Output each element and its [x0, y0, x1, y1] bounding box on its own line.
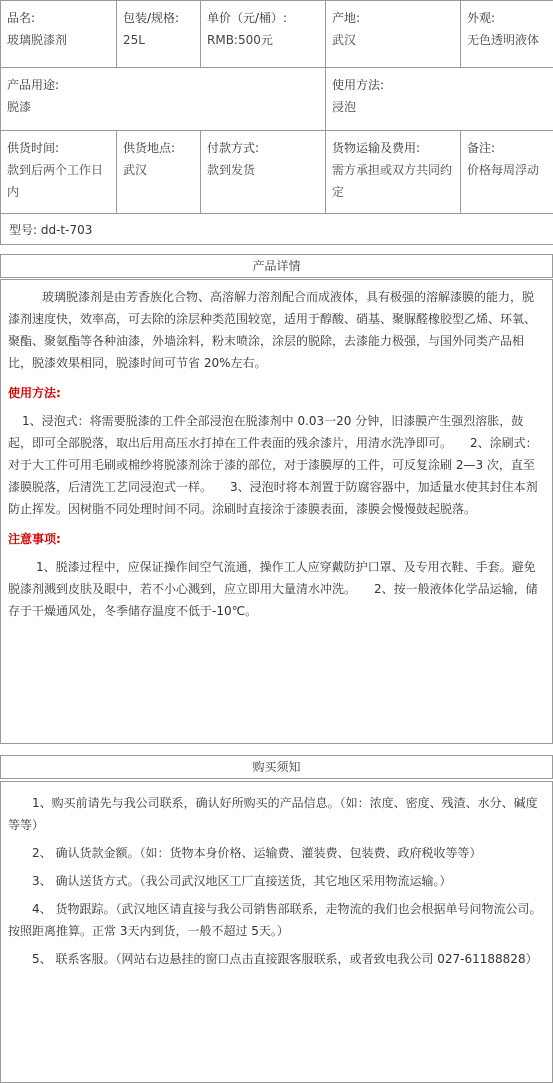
remark-cell [461, 131, 553, 214]
product-info-table [0, 0, 553, 245]
price-value: RMB:500元 [207, 33, 273, 47]
name-value: 玻璃脱漆剂 [7, 33, 68, 47]
notice-text: 1、脱漆过程中，应保证操作间空气流通，操作工人应穿戴防护口罩、及专用衣鞋、手套。避免脱漆剂溅到皮肤及眼中，若不小心溅到，应立即用大量清水冲洗。 2、按一般液体化学品运输，储存于干燥通风处，冬季储存温度不低于-10℃。 [8, 560, 538, 618]
purchase-item-3: 3、 确认送货方式。（我公司武汉地区工厂直接送货，其它地区采用物流运输。） [32, 874, 452, 888]
method-heading: 使用方法: [8, 386, 61, 400]
freight-value: 需方承担或双方共同约定 [332, 163, 453, 199]
price-label: 单价（元/桶）: [207, 11, 288, 25]
freight-cell [326, 131, 461, 214]
appearance-cell [461, 1, 553, 68]
origin-cell [326, 1, 461, 68]
remark-value: 价格每周浮动 [467, 163, 540, 177]
notice-heading: 注意事项: [8, 532, 61, 546]
use-value: 脱漆 [7, 100, 32, 114]
supply-time-cell [1, 131, 117, 214]
method-value: 浸泡 [332, 100, 357, 114]
remark-label: 备注: [467, 141, 496, 155]
method-cell [326, 68, 553, 131]
appearance-value: 无色透明液体 [467, 33, 540, 47]
purchase-body [0, 781, 553, 1083]
method-text: 1、浸泡式：将需要脱漆的工件全部浸泡在脱漆剂中 0.03一20 分钟，旧漆膜产生强烈溶胀，鼓起，即可全部脱落，取出后用高压水打掉在工件表面的残余漆片，用清水洗净即可。 2、涂刷式：对于大工件可用毛刷或棉纱将脱漆剂涂于漆的部位，对于漆膜厚的工件，可反复涂刷 2—3 次，直至漆膜脱落，后清洗工艺同浸泡式一样。 3、浸泡时将本剂置于防腐容器中，加适量水使其封住本剂防止挥发。因树脂不同处理时间不同。涂刷时直接涂于漆膜表面，漆膜会慢慢鼓起脱落。 [8, 414, 538, 516]
name-label: 品名: [7, 11, 36, 25]
purchase-item-5: 5、 联系客服。（网站右边悬挂的窗口点击直接跟客服联系，或者致电我公司 027-61188828） [32, 952, 538, 966]
pack-label: 包装/规格: [123, 11, 180, 25]
info-row-basic [1, 1, 553, 68]
supply-time-label: 供货时间: [7, 141, 60, 155]
details-intro: 玻璃脱漆剂是由芳香族化合物、高溶解力溶剂配合而成液体，具有极强的溶解漆膜的能力，脱漆剂速度快，效率高，可去除的涂层种类范围较宽，适用于醇酸、硝基、聚脲醛橡胶型乙烯、环氧、聚酯、聚氨酯等各种油漆，外墙涂料，粉末喷涂，涂层的脱除，去漆能力极强，与国外同类产品相比，脱漆效果相同，脱漆时间可节省 20%左右。 [8, 290, 537, 370]
purchase-item-1: 1、购买前请先与我公司联系，确认好所购买的产品信息。（如：浓度、密度、残渣、水分、碱度等等） [8, 796, 538, 832]
payment-cell [201, 131, 326, 214]
purchase-item-4: 4、 货物跟踪。（武汉地区请直接与我公司销售部联系，走物流的我们也会根据单号问物流公司。按照距离推算。正常 3天内到货，一般不超过 5天。） [8, 902, 542, 938]
details-body [0, 279, 553, 744]
supply-time-value: 款到后两个工作日内 [7, 163, 104, 199]
payment-label: 付款方式: [207, 141, 260, 155]
model-cell [1, 214, 553, 245]
supply-place-label: 供货地点: [123, 141, 176, 155]
price-cell [201, 1, 326, 68]
pack-cell [117, 1, 201, 68]
purchase-title: 购买须知 [252, 760, 301, 774]
origin-value: 武汉 [332, 33, 357, 47]
pack-value: 25L [123, 33, 145, 47]
info-row-model [1, 214, 553, 245]
supply-place-cell [117, 131, 201, 214]
payment-value: 款到发货 [207, 163, 256, 177]
purchase-title-bar [0, 755, 553, 779]
name-cell [1, 1, 117, 68]
origin-label: 产地: [332, 11, 361, 25]
details-title-bar [0, 254, 553, 278]
info-row-usage [1, 68, 553, 131]
use-cell [1, 68, 326, 131]
freight-label: 货物运输及费用: [332, 141, 421, 155]
use-label: 产品用途: [7, 78, 60, 92]
model-text: 型号: dd-t-703 [9, 222, 93, 237]
purchase-item-2: 2、 确认货款金额。（如：货物本身价格、运输费、灌装费、包装费、政府税收等等） [32, 846, 482, 860]
info-row-supply [1, 131, 553, 214]
supply-place-value: 武汉 [123, 163, 148, 177]
details-title: 产品详情 [252, 259, 301, 273]
method-label: 使用方法: [332, 78, 385, 92]
appearance-label: 外观: [467, 11, 496, 25]
